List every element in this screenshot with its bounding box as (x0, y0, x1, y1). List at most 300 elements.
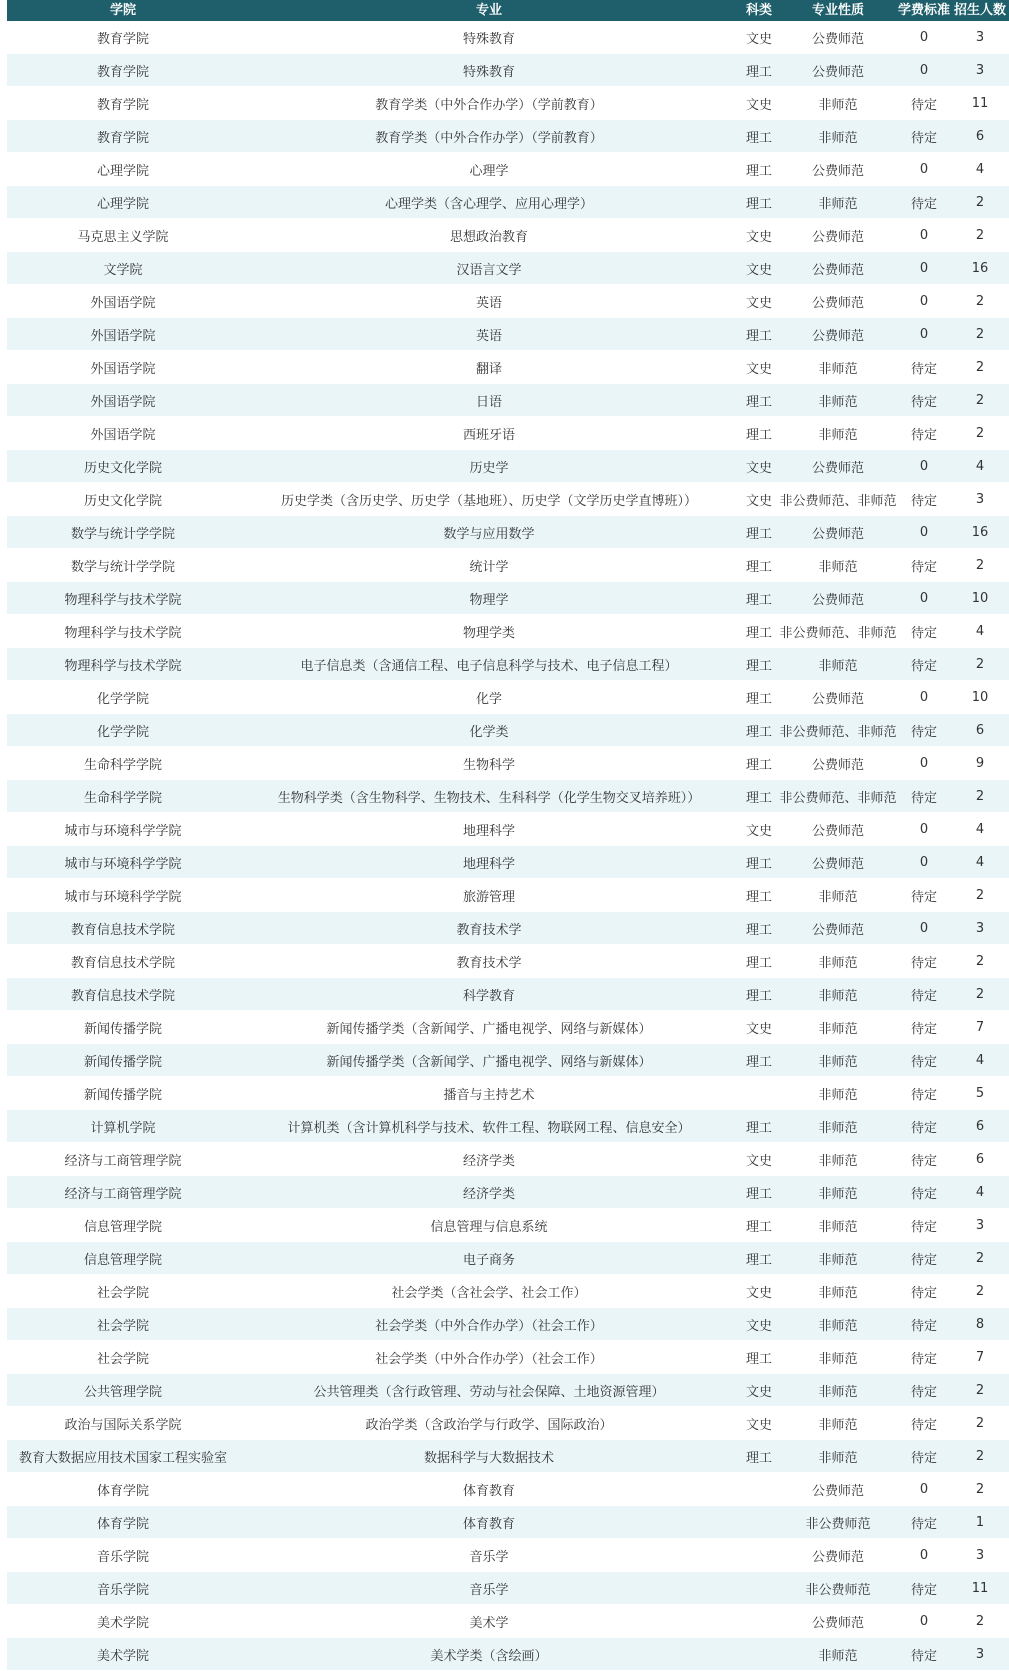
cell-college: 生命科学学院 (7, 747, 239, 780)
table-row (7, 153, 1009, 186)
cell-subject-type: 理工 (739, 1440, 779, 1473)
cell-major: 教育学类（中外合作办学）（学前教育） (239, 87, 739, 120)
cell-enrollment: 2 (951, 978, 1009, 1011)
table-header-row (7, 0, 1009, 21)
cell-subject-type: 理工 (739, 549, 779, 582)
table-row (7, 681, 1009, 714)
cell-enrollment: 3 (951, 1638, 1009, 1671)
cell-subject-type (739, 1572, 779, 1605)
cell-tuition: 0 (897, 681, 951, 714)
table-row (7, 1011, 1009, 1044)
cell-college: 教育信息技术学院 (7, 945, 239, 978)
cell-enrollment: 5 (951, 1077, 1009, 1110)
cell-major: 特殊教育 (239, 54, 739, 87)
cell-major: 数学与应用数学 (239, 516, 739, 549)
cell-college: 心理学院 (7, 153, 239, 186)
cell-college: 体育学院 (7, 1506, 239, 1539)
cell-tuition: 待定 (897, 1011, 951, 1044)
cell-enrollment: 4 (951, 450, 1009, 483)
cell-major-nature: 非师范 (779, 1077, 897, 1110)
cell-tuition: 0 (897, 1473, 951, 1506)
cell-enrollment: 2 (951, 1605, 1009, 1638)
cell-enrollment: 16 (951, 516, 1009, 549)
cell-subject-type: 理工 (739, 945, 779, 978)
cell-tuition: 待定 (897, 1242, 951, 1275)
header-tuition: 学费标准 (897, 0, 951, 21)
table-row (7, 1506, 1009, 1539)
header-major-nature: 专业性质 (779, 0, 897, 21)
cell-major-nature: 公费师范 (779, 252, 897, 285)
cell-subject-type: 理工 (739, 153, 779, 186)
cell-major-nature: 非师范 (779, 1275, 897, 1308)
table-row (7, 1044, 1009, 1077)
cell-subject-type: 文史 (739, 1011, 779, 1044)
cell-enrollment: 4 (951, 1044, 1009, 1077)
cell-college: 城市与环境科学学院 (7, 846, 239, 879)
table-row (7, 978, 1009, 1011)
cell-tuition: 待定 (897, 1176, 951, 1209)
cell-subject-type: 文史 (739, 351, 779, 384)
cell-subject-type: 理工 (739, 417, 779, 450)
cell-college: 社会学院 (7, 1308, 239, 1341)
cell-major-nature: 公费师范 (779, 318, 897, 351)
cell-college: 马克思主义学院 (7, 219, 239, 252)
cell-tuition: 待定 (897, 978, 951, 1011)
cell-major: 生物科学类（含生物科学、生物技术、生科科学（化学生物交叉培养班）） (239, 780, 739, 813)
cell-tuition: 待定 (897, 780, 951, 813)
table-row (7, 813, 1009, 846)
header-college: 学院 (7, 0, 239, 21)
cell-enrollment: 16 (951, 252, 1009, 285)
cell-major-nature: 非师范 (779, 648, 897, 681)
cell-subject-type: 理工 (739, 846, 779, 879)
cell-tuition: 待定 (897, 351, 951, 384)
table-row (7, 1275, 1009, 1308)
cell-major: 社会学类（含社会学、社会工作） (239, 1275, 739, 1308)
cell-college: 历史文化学院 (7, 483, 239, 516)
cell-major-nature: 非公费师范、非师范 (779, 780, 897, 813)
cell-subject-type: 文史 (739, 1407, 779, 1440)
cell-major: 体育教育 (239, 1473, 739, 1506)
cell-enrollment: 6 (951, 1110, 1009, 1143)
cell-major-nature: 非师范 (779, 1011, 897, 1044)
cell-enrollment: 10 (951, 681, 1009, 714)
cell-major-nature: 非师范 (779, 1242, 897, 1275)
table-row (7, 318, 1009, 351)
table-row (7, 1341, 1009, 1374)
cell-enrollment: 2 (951, 417, 1009, 450)
cell-enrollment: 2 (951, 219, 1009, 252)
table-row (7, 1407, 1009, 1440)
cell-tuition: 待定 (897, 1440, 951, 1473)
cell-major: 电子信息类（含通信工程、电子信息科学与技术、电子信息工程） (239, 648, 739, 681)
cell-major: 物理学类 (239, 615, 739, 648)
cell-major: 心理学类（含心理学、应用心理学） (239, 186, 739, 219)
cell-major-nature: 非师范 (779, 978, 897, 1011)
header-enrollment: 招生人数 (951, 0, 1009, 21)
cell-college: 新闻传播学院 (7, 1077, 239, 1110)
table-body (7, 21, 1009, 1671)
cell-major-nature: 公费师范 (779, 912, 897, 945)
table-row (7, 780, 1009, 813)
cell-enrollment: 2 (951, 1473, 1009, 1506)
table-row (7, 1077, 1009, 1110)
cell-major: 政治学类（含政治学与行政学、国际政治） (239, 1407, 739, 1440)
cell-subject-type: 文史 (739, 1275, 779, 1308)
cell-enrollment: 2 (951, 384, 1009, 417)
table-row (7, 351, 1009, 384)
cell-college: 外国语学院 (7, 384, 239, 417)
cell-subject-type: 文史 (739, 1143, 779, 1176)
cell-tuition: 待定 (897, 615, 951, 648)
cell-enrollment: 2 (951, 1374, 1009, 1407)
cell-major: 旅游管理 (239, 879, 739, 912)
cell-college: 社会学院 (7, 1275, 239, 1308)
cell-enrollment: 2 (951, 1275, 1009, 1308)
cell-subject-type: 文史 (739, 1374, 779, 1407)
cell-major: 体育教育 (239, 1506, 739, 1539)
cell-tuition: 待定 (897, 1209, 951, 1242)
cell-college: 教育学院 (7, 21, 239, 54)
cell-enrollment: 2 (951, 1407, 1009, 1440)
cell-college: 物理科学与技术学院 (7, 582, 239, 615)
cell-college: 化学学院 (7, 714, 239, 747)
cell-tuition: 0 (897, 450, 951, 483)
cell-college: 文学院 (7, 252, 239, 285)
cell-subject-type (739, 1077, 779, 1110)
cell-major: 生物科学 (239, 747, 739, 780)
cell-college: 新闻传播学院 (7, 1044, 239, 1077)
cell-college: 外国语学院 (7, 285, 239, 318)
cell-major-nature: 非公费师范、非师范 (779, 714, 897, 747)
table-row (7, 384, 1009, 417)
cell-subject-type (739, 1506, 779, 1539)
cell-college: 心理学院 (7, 186, 239, 219)
cell-tuition: 待定 (897, 714, 951, 747)
table-row (7, 648, 1009, 681)
cell-tuition: 0 (897, 21, 951, 54)
cell-major: 物理学 (239, 582, 739, 615)
enrollment-table (7, 0, 1009, 1671)
table-row (7, 1209, 1009, 1242)
cell-tuition: 0 (897, 54, 951, 87)
cell-major-nature: 公费师范 (779, 846, 897, 879)
cell-major-nature: 非师范 (779, 87, 897, 120)
cell-enrollment: 6 (951, 714, 1009, 747)
cell-subject-type: 理工 (739, 978, 779, 1011)
cell-major-nature: 公费师范 (779, 582, 897, 615)
cell-college: 历史文化学院 (7, 450, 239, 483)
cell-college: 信息管理学院 (7, 1209, 239, 1242)
cell-college: 公共管理学院 (7, 1374, 239, 1407)
cell-major-nature: 非师范 (779, 186, 897, 219)
cell-subject-type: 理工 (739, 582, 779, 615)
cell-major-nature: 公费师范 (779, 285, 897, 318)
table-row (7, 1242, 1009, 1275)
cell-major: 计算机类（含计算机科学与技术、软件工程、物联网工程、信息安全） (239, 1110, 739, 1143)
cell-tuition: 待定 (897, 1407, 951, 1440)
cell-subject-type: 理工 (739, 120, 779, 153)
cell-college: 经济与工商管理学院 (7, 1176, 239, 1209)
cell-enrollment: 2 (951, 186, 1009, 219)
cell-subject-type: 理工 (739, 1341, 779, 1374)
cell-tuition: 0 (897, 582, 951, 615)
cell-enrollment: 2 (951, 549, 1009, 582)
cell-major: 汉语言文学 (239, 252, 739, 285)
cell-tuition: 待定 (897, 1275, 951, 1308)
cell-enrollment: 2 (951, 879, 1009, 912)
cell-enrollment: 2 (951, 285, 1009, 318)
cell-major-nature: 公费师范 (779, 1605, 897, 1638)
cell-subject-type: 理工 (739, 714, 779, 747)
cell-college: 新闻传播学院 (7, 1011, 239, 1044)
cell-subject-type: 理工 (739, 615, 779, 648)
cell-enrollment: 4 (951, 846, 1009, 879)
cell-college: 外国语学院 (7, 417, 239, 450)
cell-major: 教育技术学 (239, 912, 739, 945)
cell-subject-type: 理工 (739, 318, 779, 351)
cell-tuition: 待定 (897, 1374, 951, 1407)
cell-subject-type: 理工 (739, 879, 779, 912)
cell-tuition: 待定 (897, 1341, 951, 1374)
cell-enrollment: 4 (951, 813, 1009, 846)
cell-major-nature: 非师范 (779, 1374, 897, 1407)
cell-subject-type: 文史 (739, 21, 779, 54)
cell-major: 思想政治教育 (239, 219, 739, 252)
cell-tuition: 0 (897, 1605, 951, 1638)
table-row (7, 846, 1009, 879)
cell-major: 日语 (239, 384, 739, 417)
cell-college: 体育学院 (7, 1473, 239, 1506)
cell-subject-type (739, 1605, 779, 1638)
cell-subject-type: 文史 (739, 219, 779, 252)
cell-major-nature: 非师范 (779, 549, 897, 582)
cell-college: 教育学院 (7, 87, 239, 120)
cell-major: 公共管理类（含行政管理、劳动与社会保障、土地资源管理） (239, 1374, 739, 1407)
cell-major: 播音与主持艺术 (239, 1077, 739, 1110)
table-row (7, 1605, 1009, 1638)
cell-tuition: 待定 (897, 1044, 951, 1077)
cell-enrollment: 11 (951, 87, 1009, 120)
cell-tuition: 待定 (897, 186, 951, 219)
cell-tuition: 待定 (897, 1572, 951, 1605)
cell-college: 数学与统计学学院 (7, 549, 239, 582)
cell-college: 城市与环境科学学院 (7, 879, 239, 912)
cell-major-nature: 非公费师范、非师范 (779, 615, 897, 648)
cell-tuition: 0 (897, 747, 951, 780)
cell-college: 音乐学院 (7, 1539, 239, 1572)
cell-tuition: 待定 (897, 1110, 951, 1143)
cell-college: 数学与统计学学院 (7, 516, 239, 549)
cell-subject-type: 理工 (739, 1209, 779, 1242)
cell-enrollment: 7 (951, 1011, 1009, 1044)
cell-tuition: 待定 (897, 945, 951, 978)
table-row (7, 549, 1009, 582)
cell-major-nature: 公费师范 (779, 21, 897, 54)
table-row (7, 1473, 1009, 1506)
table-row (7, 450, 1009, 483)
cell-tuition: 待定 (897, 1077, 951, 1110)
table-row (7, 1374, 1009, 1407)
cell-major: 经济学类 (239, 1176, 739, 1209)
cell-college: 计算机学院 (7, 1110, 239, 1143)
cell-enrollment: 4 (951, 615, 1009, 648)
cell-major: 信息管理与信息系统 (239, 1209, 739, 1242)
cell-major: 科学教育 (239, 978, 739, 1011)
cell-major: 西班牙语 (239, 417, 739, 450)
table-row (7, 483, 1009, 516)
cell-subject-type: 理工 (739, 1044, 779, 1077)
table-row (7, 1440, 1009, 1473)
cell-subject-type: 理工 (739, 186, 779, 219)
cell-enrollment: 10 (951, 582, 1009, 615)
cell-tuition: 待定 (897, 648, 951, 681)
table-row (7, 252, 1009, 285)
cell-major-nature: 非师范 (779, 879, 897, 912)
cell-major: 音乐学 (239, 1572, 739, 1605)
cell-college: 城市与环境科学学院 (7, 813, 239, 846)
table-row (7, 285, 1009, 318)
cell-college: 教育信息技术学院 (7, 912, 239, 945)
cell-major: 数据科学与大数据技术 (239, 1440, 739, 1473)
cell-enrollment: 2 (951, 945, 1009, 978)
cell-tuition: 0 (897, 153, 951, 186)
cell-major: 地理科学 (239, 846, 739, 879)
cell-enrollment: 2 (951, 1242, 1009, 1275)
cell-subject-type (739, 1539, 779, 1572)
cell-tuition: 0 (897, 516, 951, 549)
table-row (7, 120, 1009, 153)
table-row (7, 186, 1009, 219)
cell-enrollment: 7 (951, 1341, 1009, 1374)
cell-tuition: 待定 (897, 120, 951, 153)
table-row (7, 1572, 1009, 1605)
cell-major-nature: 公费师范 (779, 450, 897, 483)
cell-major-nature: 非师范 (779, 120, 897, 153)
cell-subject-type: 理工 (739, 1242, 779, 1275)
cell-college: 物理科学与技术学院 (7, 615, 239, 648)
cell-major: 特殊教育 (239, 21, 739, 54)
cell-tuition: 0 (897, 219, 951, 252)
cell-major: 统计学 (239, 549, 739, 582)
cell-subject-type: 理工 (739, 681, 779, 714)
cell-tuition: 0 (897, 1539, 951, 1572)
cell-major: 社会学类（中外合作办学）（社会工作） (239, 1341, 739, 1374)
cell-major-nature: 非师范 (779, 384, 897, 417)
cell-tuition: 待定 (897, 87, 951, 120)
table-row (7, 516, 1009, 549)
cell-major: 翻译 (239, 351, 739, 384)
table-row (7, 1638, 1009, 1671)
cell-subject-type: 理工 (739, 912, 779, 945)
cell-enrollment: 8 (951, 1308, 1009, 1341)
cell-enrollment: 1 (951, 1506, 1009, 1539)
cell-major-nature: 公费师范 (779, 813, 897, 846)
header-subject-type: 科类 (739, 0, 779, 21)
cell-major: 新闻传播学类（含新闻学、广播电视学、网络与新媒体） (239, 1011, 739, 1044)
cell-major-nature: 非师范 (779, 1143, 897, 1176)
cell-major: 化学类 (239, 714, 739, 747)
cell-college: 物理科学与技术学院 (7, 648, 239, 681)
cell-subject-type: 理工 (739, 516, 779, 549)
table-row (7, 714, 1009, 747)
cell-college: 美术学院 (7, 1638, 239, 1671)
table-row (7, 21, 1009, 54)
cell-major: 电子商务 (239, 1242, 739, 1275)
cell-subject-type: 理工 (739, 1176, 779, 1209)
cell-subject-type: 文史 (739, 285, 779, 318)
cell-enrollment: 6 (951, 120, 1009, 153)
cell-college: 外国语学院 (7, 318, 239, 351)
table-row (7, 1308, 1009, 1341)
cell-major-nature: 非师范 (779, 351, 897, 384)
cell-major-nature: 非师范 (779, 1209, 897, 1242)
cell-tuition: 待定 (897, 1143, 951, 1176)
table-row (7, 1143, 1009, 1176)
cell-tuition: 待定 (897, 384, 951, 417)
cell-major: 音乐学 (239, 1539, 739, 1572)
cell-college: 音乐学院 (7, 1572, 239, 1605)
cell-enrollment: 4 (951, 153, 1009, 186)
cell-enrollment: 2 (951, 351, 1009, 384)
table-row (7, 879, 1009, 912)
cell-enrollment: 3 (951, 1209, 1009, 1242)
cell-subject-type: 文史 (739, 813, 779, 846)
cell-major-nature: 非公费师范 (779, 1572, 897, 1605)
cell-major-nature: 非师范 (779, 1110, 897, 1143)
cell-tuition: 待定 (897, 417, 951, 450)
cell-enrollment: 11 (951, 1572, 1009, 1605)
cell-tuition: 0 (897, 318, 951, 351)
cell-enrollment: 2 (951, 1440, 1009, 1473)
cell-subject-type: 理工 (739, 648, 779, 681)
cell-college: 教育信息技术学院 (7, 978, 239, 1011)
cell-enrollment: 2 (951, 318, 1009, 351)
table-row (7, 582, 1009, 615)
cell-subject-type: 理工 (739, 1110, 779, 1143)
cell-major-nature: 公费师范 (779, 681, 897, 714)
cell-subject-type: 理工 (739, 780, 779, 813)
cell-subject-type: 文史 (739, 450, 779, 483)
cell-tuition: 待定 (897, 1506, 951, 1539)
cell-enrollment: 9 (951, 747, 1009, 780)
cell-enrollment: 3 (951, 483, 1009, 516)
cell-subject-type: 文史 (739, 87, 779, 120)
cell-major-nature: 公费师范 (779, 1473, 897, 1506)
cell-college: 社会学院 (7, 1341, 239, 1374)
cell-tuition: 待定 (897, 549, 951, 582)
cell-subject-type: 文史 (739, 252, 779, 285)
cell-subject-type: 文史 (739, 483, 779, 516)
cell-major: 历史学 (239, 450, 739, 483)
cell-tuition: 待定 (897, 879, 951, 912)
cell-major: 化学 (239, 681, 739, 714)
cell-subject-type: 理工 (739, 54, 779, 87)
cell-major-nature: 非师范 (779, 1176, 897, 1209)
table-row (7, 747, 1009, 780)
cell-subject-type (739, 1638, 779, 1671)
cell-subject-type: 理工 (739, 747, 779, 780)
cell-major-nature: 公费师范 (779, 516, 897, 549)
table-row (7, 615, 1009, 648)
cell-college: 教育学院 (7, 120, 239, 153)
table-row (7, 1176, 1009, 1209)
table-row (7, 945, 1009, 978)
cell-major-nature: 非师范 (779, 1440, 897, 1473)
cell-college: 化学学院 (7, 681, 239, 714)
table-row (7, 1539, 1009, 1572)
cell-major: 英语 (239, 318, 739, 351)
